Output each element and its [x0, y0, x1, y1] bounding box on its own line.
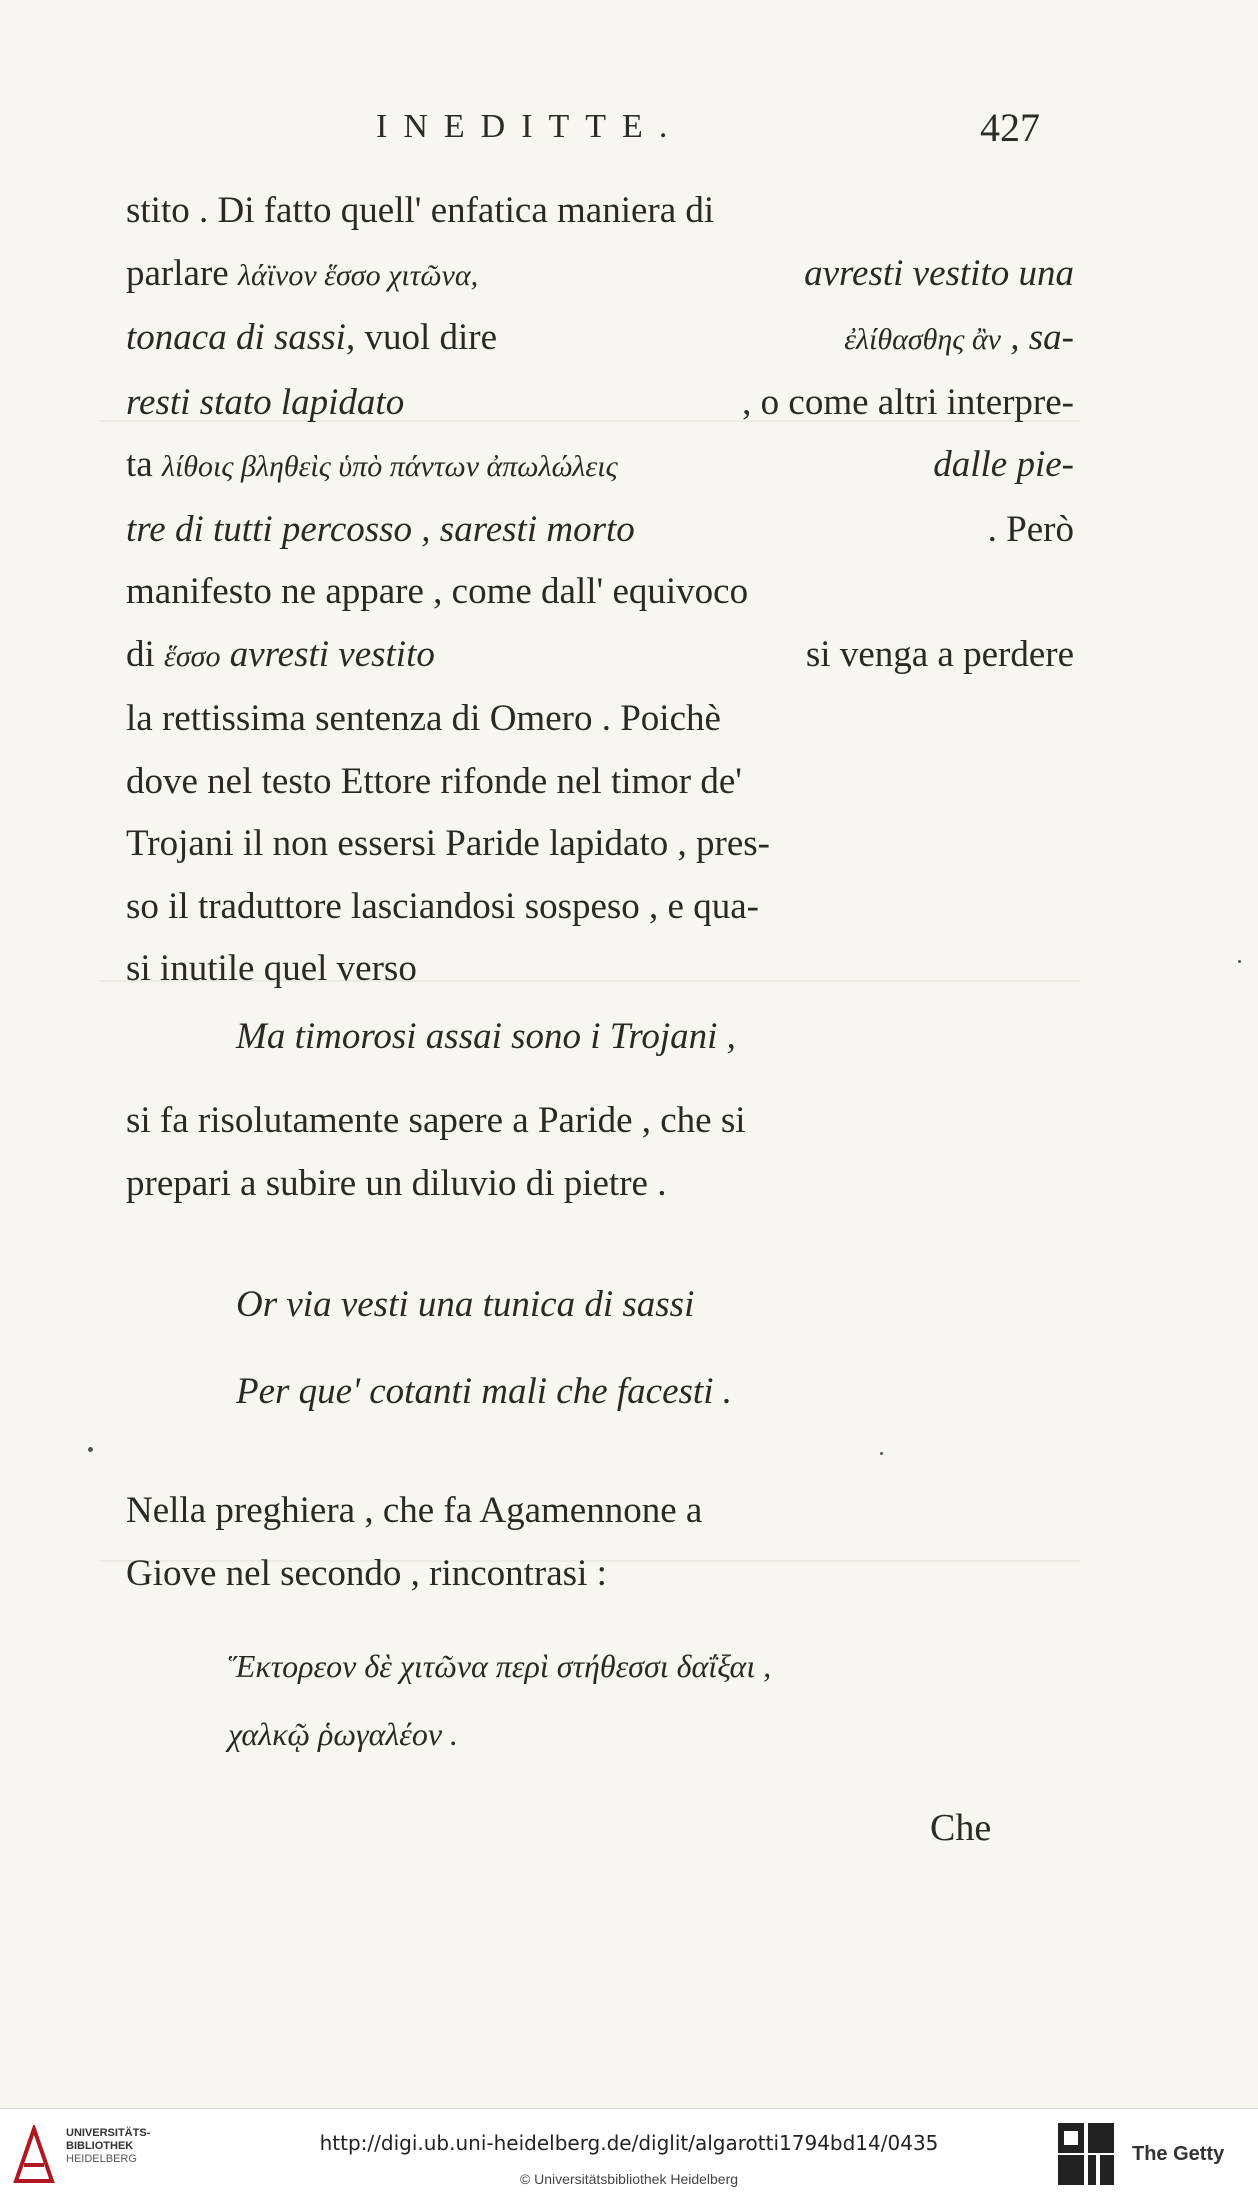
text-line: [126, 1543, 1074, 1606]
text-line: [126, 688, 1074, 751]
paper-speck: [880, 1452, 883, 1455]
greek-quote-line: Ἕκτορεον δὲ χιτῶνα περὶ στήθεσσι δαΐξαι ,: [228, 1648, 772, 1684]
text-run: si inutile quel verso: [126, 948, 417, 989]
text-line: [126, 372, 1074, 435]
greek-phrase: ἐλίθασθης ἂν: [844, 323, 1002, 356]
text-line: [126, 876, 1074, 939]
text-run: . Però: [987, 508, 1074, 550]
text-run: la rettissima sentenza di Omero . Poichè: [126, 698, 721, 739]
body-text: [126, 180, 1074, 1001]
text-run: di: [126, 633, 165, 675]
text-line: [126, 307, 1074, 372]
text-line: [126, 180, 1074, 243]
text-run: Nella preghiera , che fa Agamennone a: [126, 1490, 703, 1531]
text-run: ta: [126, 444, 162, 485]
verse-line: Per que' cotanti mali che facesti .: [236, 1371, 732, 1412]
text-run: stito . Di fatto quell' enfatica maniera di: [126, 190, 715, 231]
text-line: [126, 499, 1074, 562]
text-line: [126, 1153, 1074, 1216]
viewer-footer: [0, 2108, 1258, 2200]
text-run: [220, 634, 229, 675]
text-line: [126, 243, 1074, 308]
text-run: si fa risolutamente sapere a Paride , che si: [126, 1100, 746, 1141]
text-line: [126, 624, 1074, 689]
text-run: , o come altri interpre-: [742, 381, 1074, 423]
text-run: , vuol dire: [345, 317, 498, 358]
italic-phrase: dalle pie-: [933, 444, 1074, 485]
italic-phrase: , sa-: [1001, 317, 1074, 358]
page-number: 427: [980, 105, 1040, 150]
greek-phrase: λάϊνον ἕσσο χιτῶνα,: [237, 258, 479, 292]
text-run: prepari a subire un diluvio di pietre .: [126, 1162, 667, 1204]
greek-phrase: λίθοις βληθεὶς ὑπὸ πάντων ἀπωλώλεις: [161, 450, 618, 483]
greek-phrase: ἕσσο: [164, 639, 221, 673]
body-text-2: [126, 1090, 1074, 1215]
greek-quote-line: χαλκῷ ῥωγαλέον .: [228, 1716, 459, 1752]
page-header: [0, 105, 1258, 158]
page-url-link[interactable]: http://digi.ub.uni-heidelberg.de/diglit/algarotti1794bd14/0435: [319, 2131, 939, 2155]
library-city: HEIDELBERG: [66, 2153, 137, 2165]
library-name-line: BIBLIOTHEK: [66, 2140, 134, 2152]
text-run: manifesto ne appare , come dall' equivoco: [126, 571, 749, 612]
text-run: parlare: [126, 252, 238, 294]
paper-speck: [88, 1447, 93, 1452]
text-run: dove nel testo Ettore rifonde nel timor de': [126, 760, 742, 802]
body-text-3: [126, 1480, 1074, 1605]
partner-name: The Getty: [1132, 2143, 1225, 2165]
italic-phrase: avresti vestito: [229, 633, 435, 675]
italic-phrase: tonaca di sassi: [126, 317, 346, 358]
running-head: INEDITTE.: [376, 108, 684, 145]
verse-line: Ma timorosi assai sono i Trojani ,: [236, 1016, 736, 1057]
paper-speck: [1238, 960, 1241, 963]
text-run: so il traduttore lasciandosi sospeso , e qua-: [126, 885, 759, 927]
text-run: Giove nel secondo , rincontrasi :: [126, 1552, 607, 1594]
text-line: [126, 751, 1074, 814]
text-line: [126, 1480, 1074, 1543]
text-run: Trojani il non essersi Paride lapidato , pres-: [126, 823, 770, 864]
italic-phrase: tre di tutti percosso , saresti morto: [126, 508, 635, 550]
italic-phrase: avresti vestito una: [804, 252, 1074, 294]
text-line: [126, 1090, 1074, 1153]
text-line: [126, 938, 1074, 1001]
catchword: Che: [930, 1807, 992, 1849]
text-line: [126, 813, 1074, 876]
italic-phrase: resti stato lapidato: [126, 381, 405, 423]
copyright-notice: © Universitätsbibliothek Heidelberg: [519, 2171, 739, 2187]
text-line: [126, 561, 1074, 624]
verse-line: Or via vesti una tunica di sassi: [236, 1284, 695, 1325]
library-name-line: UNIVERSITÄTS-: [66, 2127, 151, 2139]
text-line: [126, 434, 1074, 499]
text-run: si venga a perdere: [805, 633, 1074, 675]
getty-logo-icon: [1058, 2123, 1114, 2185]
